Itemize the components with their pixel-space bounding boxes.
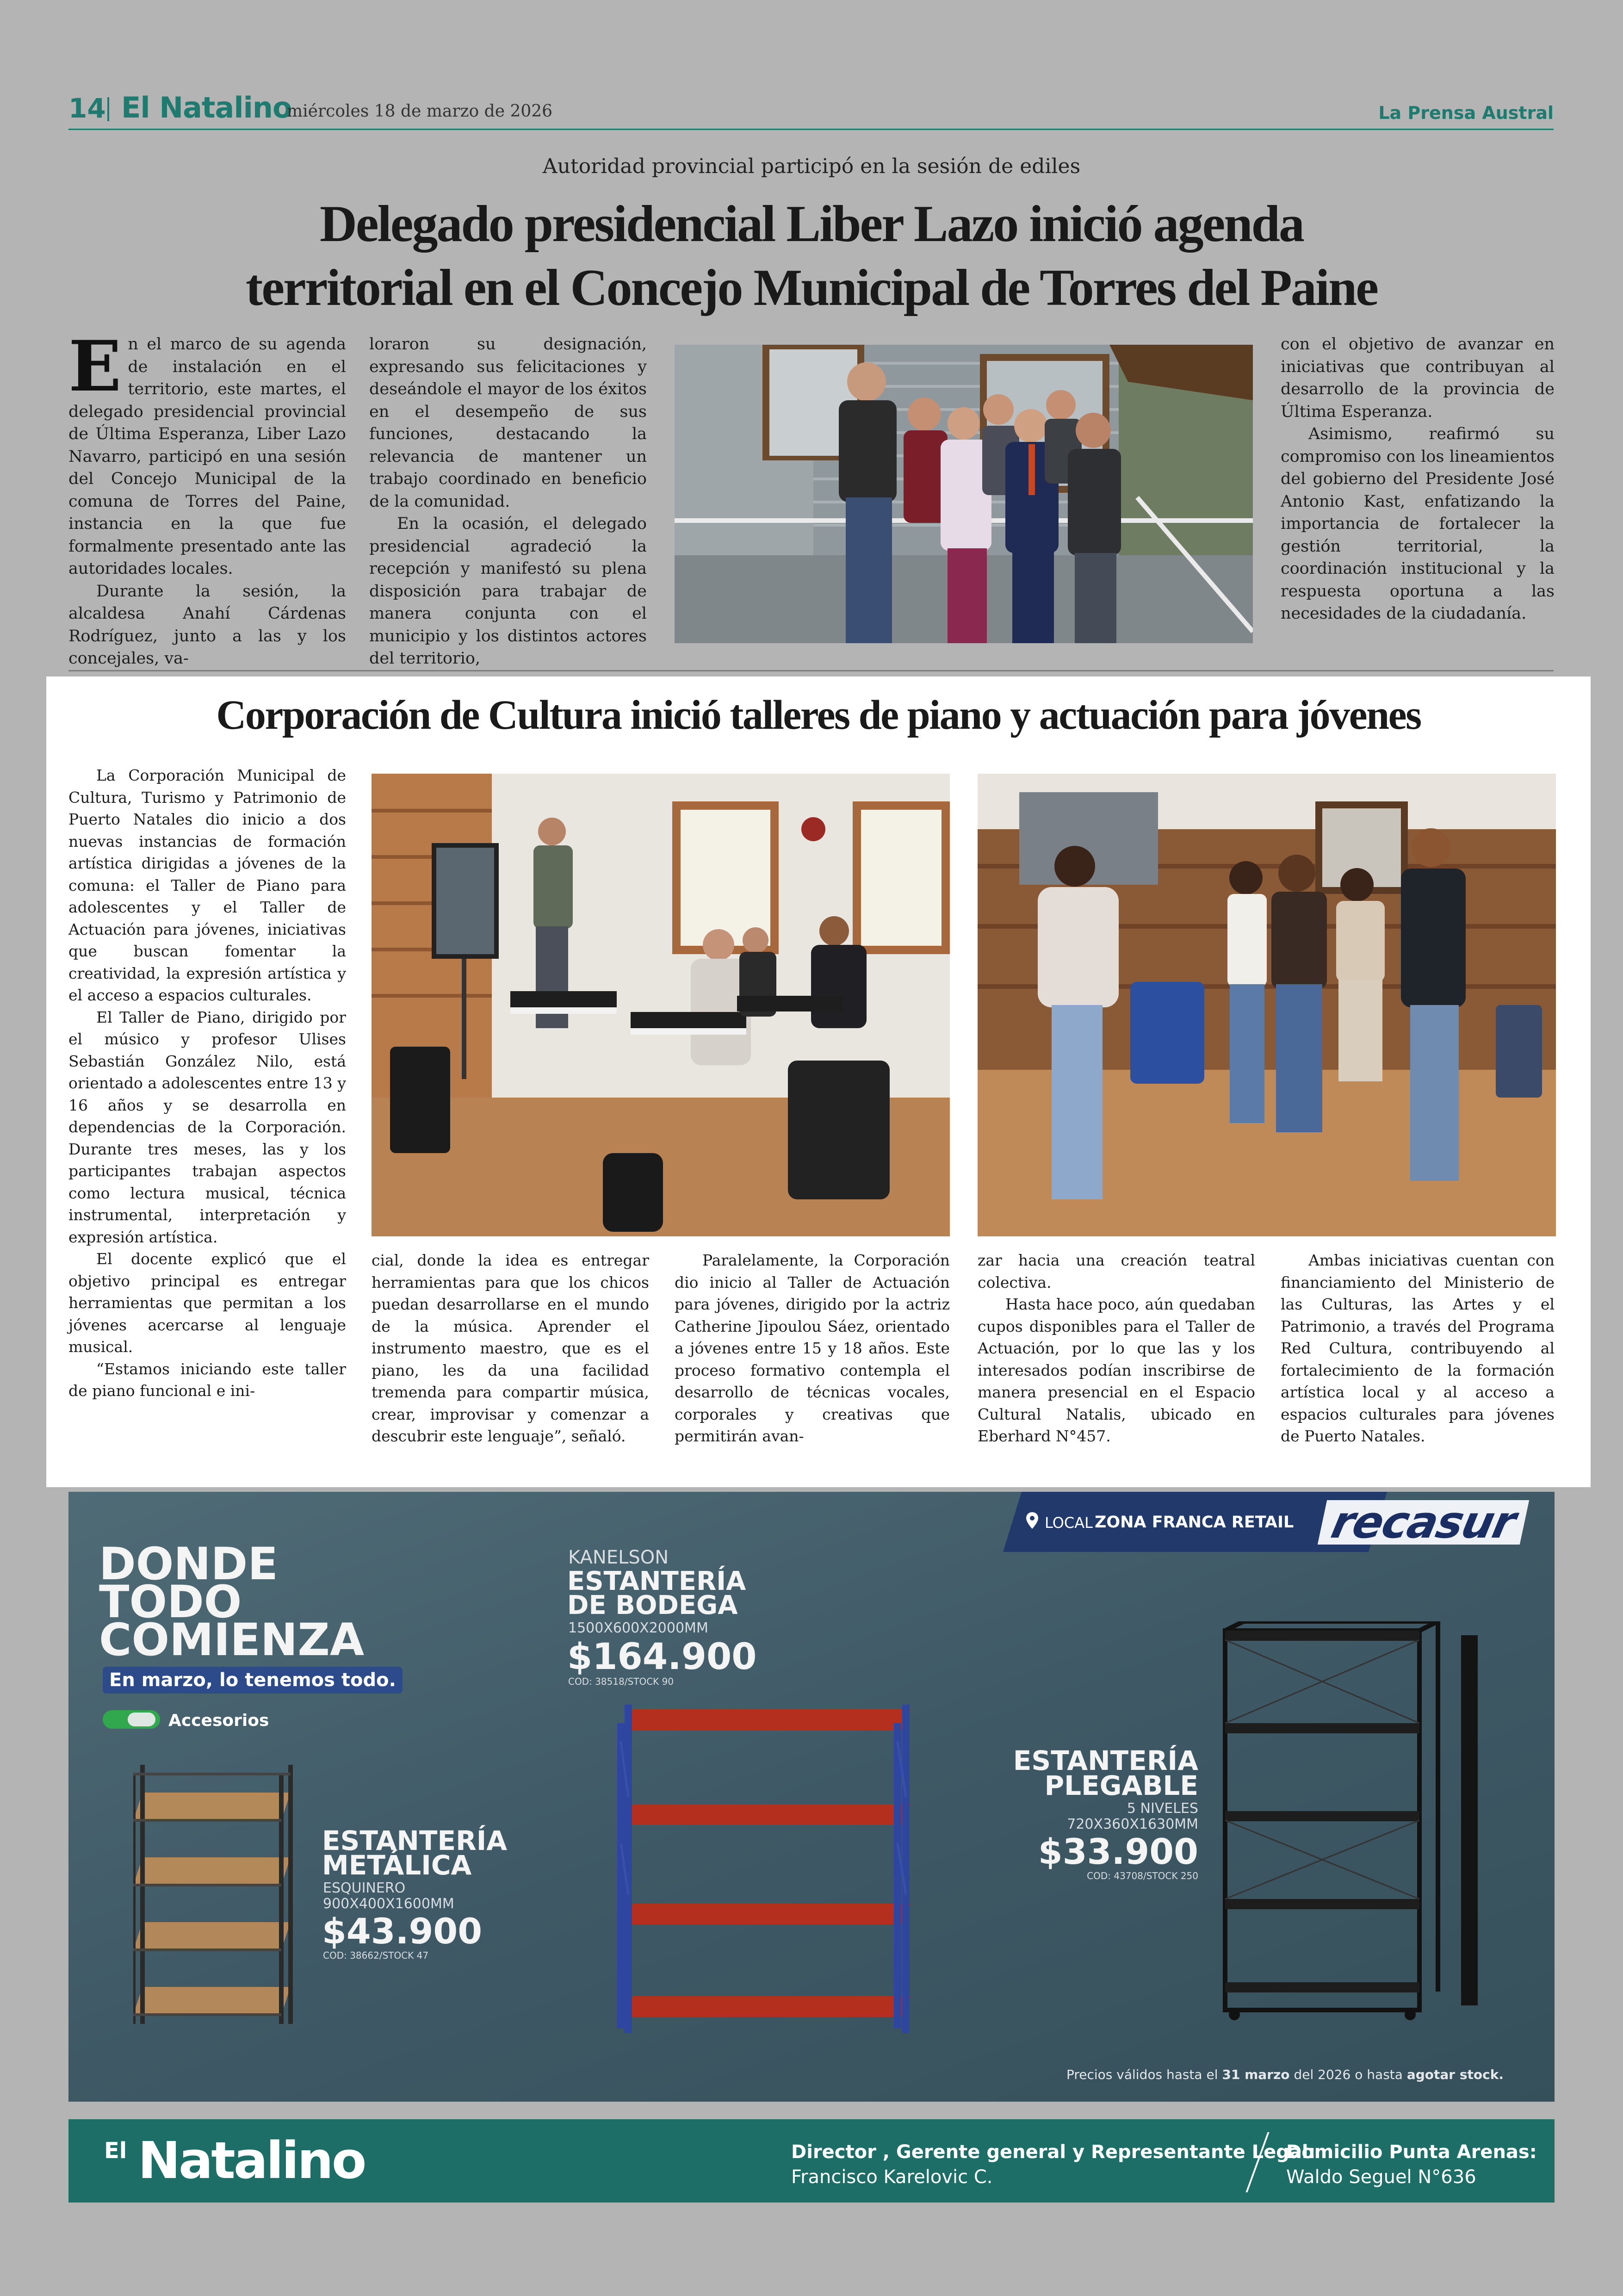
header-divider bbox=[107, 97, 109, 121]
warehouse-shelf-image bbox=[614, 1695, 920, 2033]
folding-shelf-image bbox=[1216, 1621, 1493, 2029]
section-rule bbox=[68, 670, 1554, 671]
footer-address: Waldo Seguel N°636 bbox=[1286, 2166, 1476, 2188]
footer-logo: Natalino bbox=[138, 2131, 365, 2190]
p1-dims: 1500X600X2000MM bbox=[568, 1620, 708, 1636]
acting-photo-illustration bbox=[978, 774, 1556, 1236]
p3-code: COD: 43708/STOCK 250 bbox=[1087, 1870, 1198, 1881]
piano-photo-illustration bbox=[372, 774, 950, 1236]
metal-shelf-image bbox=[133, 1765, 300, 2024]
p3-dims: 720X360X1630MM bbox=[1067, 1816, 1198, 1832]
p1-price: $164.900 bbox=[567, 1636, 757, 1678]
ad-category: Accesorios bbox=[168, 1711, 269, 1730]
p1-name-2: DE BODEGA bbox=[567, 1590, 738, 1620]
ad-location-prefix: LOCAL bbox=[1045, 1514, 1093, 1532]
ad-banner bbox=[68, 1492, 1555, 2102]
footer-director-label: Director , Gerente general y Representante Legal: bbox=[791, 2141, 1316, 2163]
p1-name-1: ESTANTERÍA bbox=[567, 1566, 746, 1596]
p2-price: $43.900 bbox=[322, 1911, 483, 1952]
toggle-icon bbox=[103, 1710, 160, 1729]
piano-class-photo bbox=[372, 774, 950, 1236]
section-name: El Natalino bbox=[121, 91, 292, 124]
page-number: 14 bbox=[68, 93, 106, 124]
article2-col1: La Corporación Municipal de Cultura, Turismo y Patrimonio de Puerto Natales dio inicio a dos nuevas instancias de formación artística dirigidas a jóvenes de la comuna: el Taller de Piano para adolescentes y el Taller de Actuación para jóvenes, iniciativas que buscan fomentar la creatividad, la expresión artística y el acceso a espacios culturales. El Taller de Piano, dirigido por el músico y profesor Ulises Sebastián González Nilo, está orientado a adolescentes entre 13 y 16 años y se desarrolla en dependencias de la Corporación. Durante tres meses, las y los participantes trabajan aspectos como lectura musical, técnica instrumental, interpretación y expresión artística. El docente explicó que el objetivo principal es entregar herramientas que permitan a los jóvenes acercarse al lenguaje musical. “Estamos iniciando este taller de piano funcional e ini- bbox=[68, 766, 346, 1400]
p3-price: $33.900 bbox=[1038, 1831, 1198, 1872]
p2-dims: 900X400X1600MM bbox=[323, 1896, 454, 1912]
article1-title-line1: Delegado presidencial Liber Lazo inició agenda bbox=[320, 195, 1303, 253]
article1-photo bbox=[675, 345, 1253, 643]
article2-col5: Ambas iniciativas cuentan con financiamiento del Ministerio de las Culturas, las Artes y el Patrimonio, a través del Programa Red Cultura, contribuyendo al fortalecimiento de la formación artística local y al acceso a espacios culturales para jóvenes de Puerto Natales. bbox=[1281, 1251, 1555, 1445]
header-date: miércoles 18 de marzo de 2026 bbox=[287, 102, 553, 121]
article2-title: Corporación de Cultura inició talleres de piano y actuación para jóvenes bbox=[216, 692, 1421, 738]
ad-location: ZONA FRANCA RETAIL bbox=[1095, 1513, 1294, 1532]
article1-col1: En el marco de su agenda de instalación en el territorio, este martes, el delegado presidencial provincial de Última Esperanza, Liber Lazo Navarro, participó en una sesión del Concejo Municipal de la comuna de Torres del Paine, instancia en la que fue formalmente presentado ante las autoridades locales. Durante la sesión, la alcaldesa Anahí Cárdenas Rodríguez, junto a las y los concejales, va- bbox=[68, 326, 346, 668]
acting-class-photo bbox=[978, 774, 1556, 1236]
article1-title-line2: territorial en el Concejo Municipal de Torres del Paine bbox=[246, 259, 1377, 316]
publication-name: La Prensa Austral bbox=[1378, 103, 1554, 123]
p3-name-1: ESTANTERÍA bbox=[1013, 1745, 1198, 1776]
ad-headline-2: TODO bbox=[99, 1576, 242, 1628]
ad-headline-1: DONDE bbox=[99, 1538, 278, 1590]
ad-brand-logo: recasur bbox=[1318, 1500, 1529, 1545]
p2-sub: ESQUINERO bbox=[323, 1880, 406, 1896]
article2-col2: cial, donde la idea es entregar herramientas para que los chicos puedan desarrollarse en el mundo de la música. Aprender el instrumento maestro, que es el piano, les da una facilidad tremenda para compartir música, crear, improvisar y comenzar a descubrir este lenguaje”, señaló. bbox=[372, 1251, 649, 1445]
p3-sub: 5 NIVELES bbox=[1127, 1800, 1198, 1817]
p2-code: COD: 38662/STOCK 47 bbox=[323, 1950, 429, 1961]
header-rule bbox=[68, 129, 1554, 130]
p1-code: COD: 38518/STOCK 90 bbox=[568, 1676, 674, 1687]
footer-logo-el: El bbox=[104, 2138, 127, 2164]
group-photo-illustration bbox=[675, 345, 1253, 643]
p2-name-2: METÁLICA bbox=[322, 1849, 472, 1881]
ad-disclaimer: Precios válidos hasta el 31 marzo del 2026 o hasta agotar stock. bbox=[1066, 2067, 1504, 2082]
footer-director-name: Francisco Karelovic C. bbox=[791, 2166, 993, 2188]
p2-name-1: ESTANTERÍA bbox=[322, 1825, 508, 1856]
article1-col4: con el objetivo de avanzar en iniciativas que contribuyan al desarrollo de la provincia de Última Esperanza. Asimismo, reafirmó su compromiso con los lineamientos del gobierno del Presidente José Antonio Kast, enfatizando la importancia de fortalecer la gestión territorial, la coordinación institucional y la respuesta oportuna a las necesidades de la ciudadanía. bbox=[1281, 335, 1555, 623]
p1-brand: KANELSON bbox=[568, 1547, 669, 1568]
article1-kicker: Autoridad provincial participó en la sesión de ediles bbox=[542, 155, 1081, 178]
article2-col3: Paralelamente, la Corporación dio inicio al Taller de Actuación para jóvenes, dirigido por la actriz Catherine Jipoulou Sáez, orientado a jóvenes entre 15 y 18 años. Este proceso formativo contempla el desarrollo de técnicas vocales, corporales y creativas que permitirán avan- bbox=[675, 1251, 950, 1445]
drop-cap: E bbox=[68, 326, 122, 407]
ad-headline-3: COMIENZA bbox=[99, 1614, 365, 1666]
location-pin-icon bbox=[1026, 1512, 1038, 1529]
p3-name-2: PLEGABLE bbox=[1044, 1770, 1198, 1801]
ad-tagline: En marzo, lo tenemos todo. bbox=[103, 1667, 403, 1694]
footer-address-label: Domicilio Punta Arenas: bbox=[1286, 2141, 1537, 2163]
article2-col4: zar hacia una creación teatral colectiva. Hasta hace poco, aún quedaban cupos disponibles para el Taller de Actuación, por lo que las y los interesados podían inscribirse de manera presencial en el Espacio Cultural Natalis, ubicado en Eberhard N°457. bbox=[978, 1251, 1255, 1445]
article1-col2: loraron su designación, expresando sus felicitaciones y deseándole el mayor de los éxitos en el desempeño de sus funciones, destacando la relevancia de mantener un trabajo coordinado en beneficio de la comunidad. En la ocasión, el delegado presidencial agradeció la recepción y manifestó su plena disposición para trabajar de manera conjunta con el municipio y los distintos actores del territorio, bbox=[369, 335, 647, 668]
